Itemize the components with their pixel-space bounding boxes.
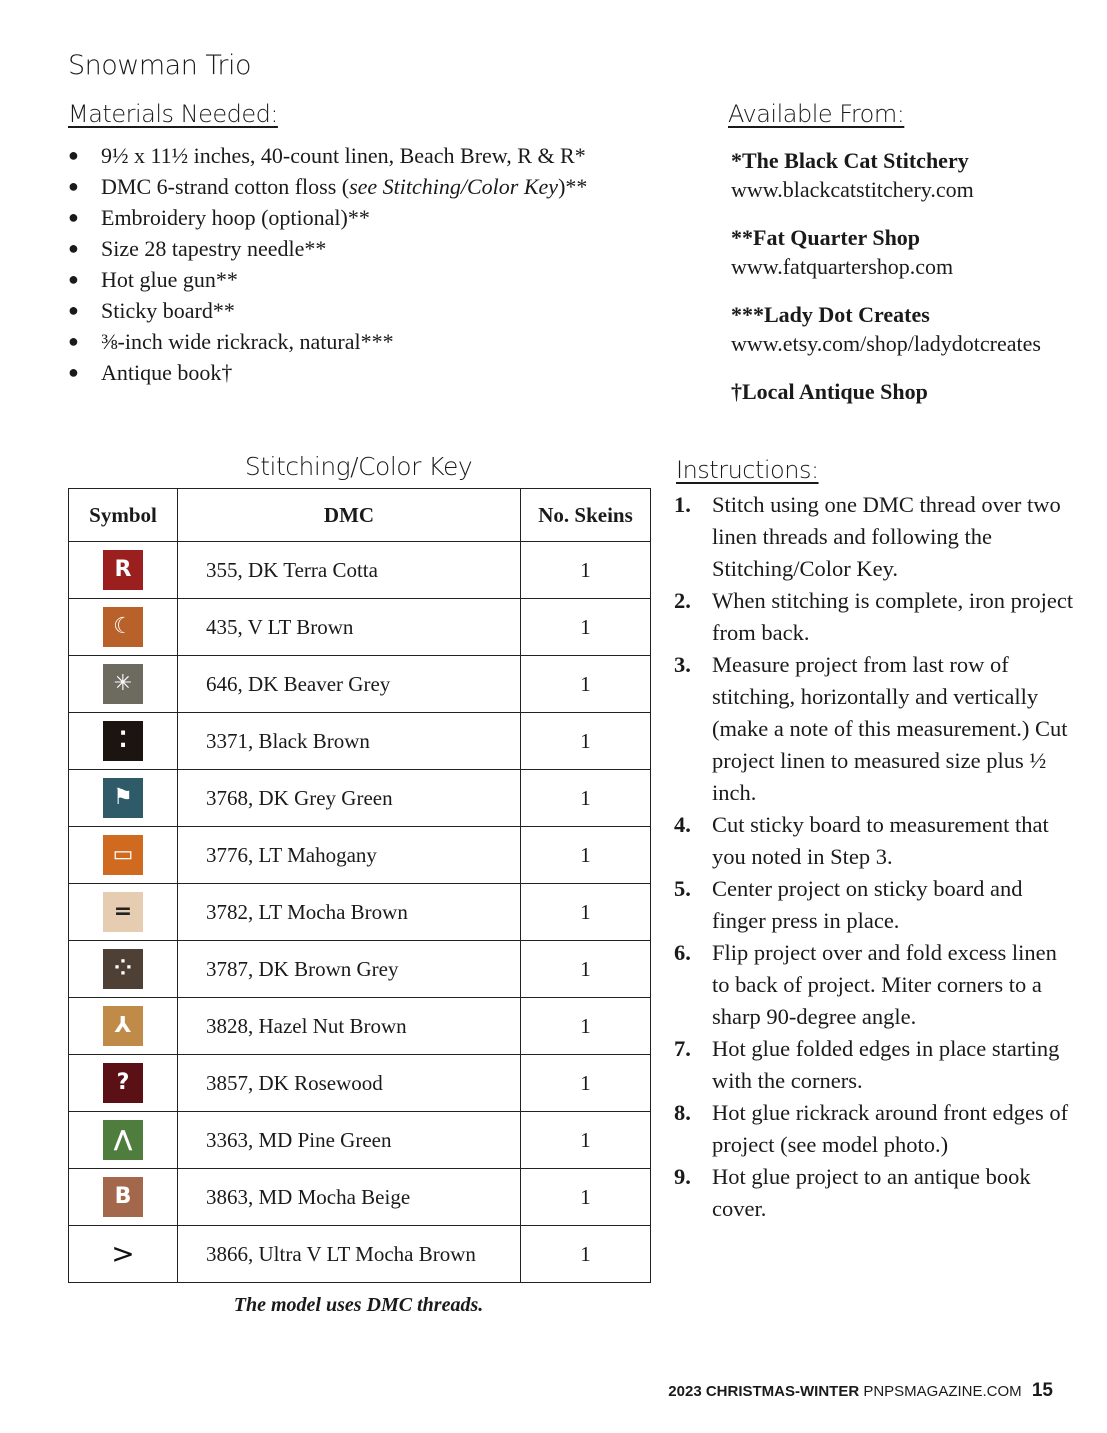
color-swatch-icon: ✳ — [103, 664, 143, 704]
step-number: 2. — [674, 588, 691, 613]
list-item: ● Embroidery hoop (optional)** — [68, 202, 587, 233]
step-number: 6. — [674, 940, 691, 965]
available-heading: Available From: — [728, 100, 905, 128]
color-swatch-icon: ⅄ — [103, 1006, 143, 1046]
symbol-cell — [69, 1226, 178, 1283]
instruction-step — [674, 937, 1074, 1033]
source-name: ***Lady Dot Creates — [731, 302, 930, 327]
source-url: www.fatquartershop.com — [731, 254, 954, 279]
list-item: ● Size 28 tapestry needle** — [68, 233, 587, 264]
bullet-icon: ● — [68, 362, 79, 382]
instruction-step — [674, 873, 1074, 937]
dmc-cell: 3363, MD Pine Green — [178, 1112, 521, 1169]
bullet-icon: ● — [68, 269, 79, 289]
page-number: 15 — [1031, 1380, 1053, 1401]
step-number: 1. — [674, 492, 691, 517]
dmc-cell: 3828, Hazel Nut Brown — [178, 998, 521, 1055]
source-name: *The Black Cat Stitchery — [731, 148, 969, 173]
color-key-body — [69, 542, 651, 1283]
bullet-icon: ● — [68, 331, 79, 351]
step-text: Flip project over and fold excess linen to back of project. Miter corners to a sharp 90-degree angle. — [712, 940, 1057, 1029]
instruction-step — [674, 649, 1074, 809]
symbol-cell — [69, 599, 178, 656]
table-row — [69, 941, 651, 998]
skeins-cell: 1 — [521, 770, 651, 827]
dmc-cell: 3768, DK Grey Green — [178, 770, 521, 827]
list-item: ● Sticky board** — [68, 295, 587, 326]
column-header-symbol: Symbol — [69, 489, 178, 542]
column-header-dmc: DMC — [178, 489, 521, 542]
materials-heading: Materials Needed: — [68, 100, 278, 128]
step-number: 3. — [674, 652, 691, 677]
list-item: ● DMC 6-strand cotton floss (see Stitching/Color Key)** — [68, 171, 587, 202]
color-swatch-icon: = — [103, 892, 143, 932]
symbol-cell — [69, 770, 178, 827]
bullet-icon: ● — [68, 145, 79, 165]
color-swatch-icon: R — [103, 550, 143, 590]
issue-label: 2023 CHRISTMAS-WINTER — [668, 1383, 860, 1400]
page-footer — [668, 1380, 1053, 1402]
step-text: Stitch using one DMC thread over two linen threads and following the Stitching/Color Key. — [712, 492, 1061, 581]
symbol-cell — [69, 884, 178, 941]
step-text: When stitching is complete, iron project from back. — [712, 588, 1074, 645]
dmc-cell: 355, DK Terra Cotta — [178, 542, 521, 599]
symbol-cell — [69, 998, 178, 1055]
site-label: PNPSMAGAZINE.COM — [863, 1383, 1022, 1400]
skeins-cell: 1 — [521, 1169, 651, 1226]
sources-list — [731, 146, 1091, 426]
instruction-step — [674, 489, 1074, 585]
table-row — [69, 599, 651, 656]
bullet-icon: ● — [68, 300, 79, 320]
table-row — [69, 656, 651, 713]
dmc-cell: 3787, DK Brown Grey — [178, 941, 521, 998]
skeins-cell: 1 — [521, 599, 651, 656]
table-row — [69, 998, 651, 1055]
dmc-cell: 3782, LT Mocha Brown — [178, 884, 521, 941]
table-header-row — [69, 489, 651, 542]
materials-list — [68, 140, 587, 388]
table-row — [69, 542, 651, 599]
table-row — [69, 770, 651, 827]
symbol-cell — [69, 1055, 178, 1112]
dmc-cell: 3866, Ultra V LT Mocha Brown — [178, 1226, 521, 1283]
dmc-cell: 3776, LT Mahogany — [178, 827, 521, 884]
symbol-cell — [69, 941, 178, 998]
color-swatch-icon: ☾ — [103, 607, 143, 647]
step-number: 7. — [674, 1036, 691, 1061]
model-note: The model uses DMC threads. — [233, 1294, 484, 1316]
list-item: ● ⅜-inch wide rickrack, natural*** — [68, 326, 587, 357]
source-item — [731, 377, 1091, 407]
color-swatch-icon: ⁚ — [103, 721, 143, 761]
list-item: ● Antique book† — [68, 357, 587, 388]
table-row — [69, 713, 651, 770]
step-number: 5. — [674, 876, 691, 901]
skeins-cell: 1 — [521, 713, 651, 770]
instructions-heading: Instructions: — [676, 456, 819, 484]
skeins-cell: 1 — [521, 656, 651, 713]
color-key-table — [68, 488, 651, 1283]
instruction-step — [674, 809, 1074, 873]
bullet-icon: ● — [68, 207, 79, 227]
color-swatch-icon: ⁘ — [103, 949, 143, 989]
skeins-cell: 1 — [521, 1226, 651, 1283]
symbol-cell — [69, 827, 178, 884]
skeins-cell: 1 — [521, 941, 651, 998]
color-swatch-icon: ▭ — [103, 835, 143, 875]
skeins-cell: 1 — [521, 1112, 651, 1169]
source-item — [731, 300, 1091, 358]
step-text: Hot glue rickrack around front edges of project (see model photo.) — [712, 1100, 1069, 1157]
skeins-cell: 1 — [521, 998, 651, 1055]
source-name: †Local Antique Shop — [731, 379, 928, 404]
table-row — [69, 1112, 651, 1169]
table-row — [69, 884, 651, 941]
dmc-cell: 3371, Black Brown — [178, 713, 521, 770]
skeins-cell: 1 — [521, 827, 651, 884]
dmc-cell: 3863, MD Mocha Beige — [178, 1169, 521, 1226]
dmc-cell: 3857, DK Rosewood — [178, 1055, 521, 1112]
step-number: 8. — [674, 1100, 691, 1125]
instructions-list — [674, 489, 1074, 1225]
bullet-icon: ● — [68, 238, 79, 258]
color-swatch-icon: > — [111, 1237, 135, 1270]
color-key-heading: Stitching/Color Key — [244, 452, 473, 481]
table-row — [69, 827, 651, 884]
source-name: **Fat Quarter Shop — [731, 225, 921, 250]
table-row — [69, 1169, 651, 1226]
step-number: 4. — [674, 812, 691, 837]
bullet-icon: ● — [68, 176, 79, 196]
column-header-skeins: No. Skeins — [521, 489, 651, 542]
step-text: Cut sticky board to measurement that you noted in Step 3. — [712, 812, 1049, 869]
symbol-cell — [69, 1112, 178, 1169]
symbol-cell — [69, 656, 178, 713]
instruction-step — [674, 1033, 1074, 1097]
step-text: Hot glue project to an antique book cover. — [712, 1164, 1031, 1221]
color-swatch-icon: ⋀ — [103, 1120, 143, 1160]
instruction-step — [674, 585, 1074, 649]
skeins-cell: 1 — [521, 1055, 651, 1112]
step-text: Measure project from last row of stitching, horizontally and vertically (make a note of this measurement.) Cut project linen to measured size plus ½ inch. — [712, 652, 1068, 805]
skeins-cell: 1 — [521, 542, 651, 599]
list-item: ● 9½ x 11½ inches, 40-count linen, Beach Brew, R & R* — [68, 140, 587, 171]
symbol-cell — [69, 542, 178, 599]
instruction-step — [674, 1161, 1074, 1225]
source-item — [731, 223, 1091, 281]
skeins-cell: 1 — [521, 884, 651, 941]
dmc-cell: 646, DK Beaver Grey — [178, 656, 521, 713]
color-swatch-icon: ? — [103, 1063, 143, 1103]
symbol-cell — [69, 1169, 178, 1226]
color-swatch-icon: ⚑ — [103, 778, 143, 818]
dmc-cell: 435, V LT Brown — [178, 599, 521, 656]
source-url: www.etsy.com/shop/ladydotcreates — [731, 331, 1041, 356]
source-url: www.blackcatstitchery.com — [731, 177, 974, 202]
symbol-cell — [69, 713, 178, 770]
table-row — [69, 1055, 651, 1112]
page-title: Snowman Trio — [68, 50, 252, 81]
step-number: 9. — [674, 1164, 691, 1189]
step-text: Hot glue folded edges in place starting with the corners. — [712, 1036, 1060, 1093]
color-swatch-icon: B — [103, 1177, 143, 1217]
list-item: ● Hot glue gun** — [68, 264, 587, 295]
instruction-step — [674, 1097, 1074, 1161]
table-row — [69, 1226, 651, 1283]
source-item — [731, 146, 1091, 204]
step-text: Center project on sticky board and finger press in place. — [712, 876, 1023, 933]
